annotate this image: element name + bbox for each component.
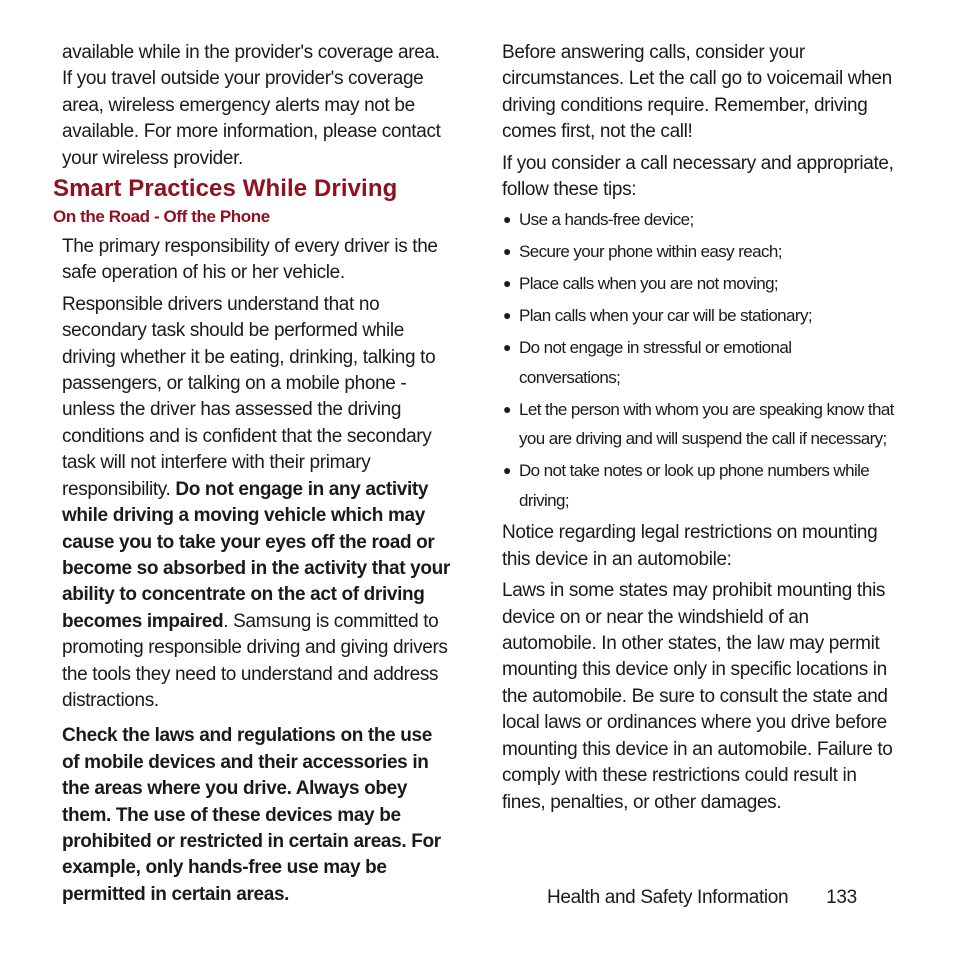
tips-list bbox=[502, 205, 894, 515]
bullet-icon: ● bbox=[503, 307, 511, 324]
laws-warning-paragraph: Check the laws and regulations on the use of mobile devices and their accessories in the areas where you drive. Always obey them. The use of these devices may be prohibited or restricted in certain areas. For example, only hands-free use may be permitted in certain areas. bbox=[62, 725, 441, 905]
right-column bbox=[502, 40, 894, 816]
bullet-icon: ● bbox=[503, 211, 511, 228]
list-item: ● Do not take notes or look up phone numbers while driving; bbox=[502, 456, 894, 515]
list-item: ● Do not engage in stressful or emotional conversations; bbox=[502, 333, 894, 392]
paragraph-text-start: Responsible drivers understand that no secondary task should be performed while driving whether it be eating, drinking, talking to passengers, or talking on a mobile phone - unless the driver has assessed the driving conditions and is confident that the secondary task will not interfere with their primary responsibility. bbox=[62, 293, 436, 500]
page-number: 133 bbox=[826, 887, 857, 908]
bullet-icon: ● bbox=[503, 275, 511, 292]
intro-paragraph: available while in the provider's coverage area. If you travel outside your provider's coverage area, wireless emergency alerts may not be available. For more information, please contact your wireless provider. bbox=[62, 42, 441, 169]
footer-section-title: Health and Safety Information bbox=[547, 887, 789, 908]
bullet-icon: ● bbox=[503, 462, 511, 479]
page-footer bbox=[547, 886, 857, 910]
list-item: ● Let the person with whom you are speaking know that you are driving and will suspend the call if necessary; bbox=[502, 395, 894, 454]
tips-intro-paragraph: If you consider a call necessary and appropriate, follow these tips: bbox=[502, 152, 894, 201]
mounting-notice-paragraph: Notice regarding legal restrictions on mounting this device in an automobile: bbox=[502, 522, 878, 570]
bullet-icon: ● bbox=[503, 400, 511, 417]
list-item: ● Use a hands-free device; bbox=[502, 205, 894, 235]
list-item: ● Plan calls when your car will be stationary; bbox=[502, 301, 894, 331]
paragraph-text-end: . Samsung is committed to promoting responsible driving and giving drivers the tools they need to understand and address distractions. bbox=[62, 610, 448, 711]
left-column bbox=[53, 40, 452, 908]
list-item: ● Secure your phone within easy reach; bbox=[502, 237, 894, 267]
before-answering-paragraph: Before answering calls, consider your circumstances. Let the call go to voicemail when driving conditions require. Remember, driving comes first, not the call! bbox=[502, 42, 892, 143]
paragraph-bold-warning: Do not engage in any activity while driving a moving vehicle which may cause you to take your eyes off the road or become so absorbed in the activity that your ability to concentrate on the act of driving becomes impaired bbox=[62, 478, 450, 632]
bullet-icon: ● bbox=[503, 243, 511, 260]
mounting-laws-paragraph: Laws in some states may prohibit mounting this device on or near the windshield of an automobile. In other states, the law may permit mounting this device only in specific locations in the automobile. Be sure to consult the state and local laws or ordinances where you drive before mounting this device in an automobile. Failure to comply with these restrictions could result in fines, penalties, or other damages. bbox=[502, 580, 893, 813]
bullet-icon: ● bbox=[503, 339, 511, 356]
section-heading: Smart Practices While Driving bbox=[53, 175, 398, 203]
responsible-drivers-paragraph bbox=[62, 292, 452, 715]
list-item: ● Place calls when you are not moving; bbox=[502, 269, 894, 299]
section-subheading: On the Road - Off the Phone bbox=[53, 207, 270, 227]
responsibility-paragraph: The primary responsibility of every driver is the safe operation of his or her vehicle. bbox=[62, 236, 438, 284]
